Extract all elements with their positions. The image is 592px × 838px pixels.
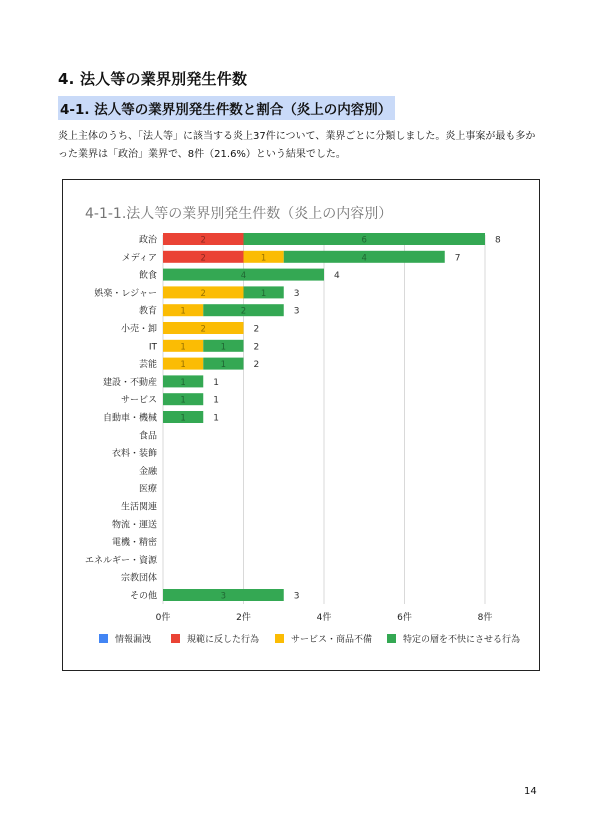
segment-value-label: 1	[260, 253, 267, 264]
segment-value-label: 1	[220, 360, 227, 371]
x-tick-label: 6件	[397, 613, 412, 623]
bar-total-label: 7	[454, 253, 461, 264]
legend-label: 情報漏洩	[115, 635, 152, 645]
bar-total-label: 3	[293, 306, 300, 317]
segment-value-label: 1	[180, 377, 186, 388]
category-label: 食品	[138, 431, 157, 442]
legend-swatch	[275, 634, 284, 643]
category-label: 医療	[138, 484, 157, 495]
segment-value-label: 4	[361, 253, 367, 264]
category-label: 生活関連	[120, 502, 157, 513]
legend-label: 特定の層を不快にさせる行為	[403, 635, 521, 645]
bar-total-label: 3	[293, 591, 300, 602]
category-label: 建設・不動産	[102, 377, 157, 388]
segment-value-label: 1	[220, 342, 227, 353]
x-tick-label: 8件	[477, 613, 493, 623]
legend-label: サービス・商品不備	[291, 635, 373, 645]
segment-value-label: 1	[180, 395, 186, 406]
category-label: 小売・卸	[120, 324, 157, 335]
category-label: 教育	[138, 306, 157, 317]
category-label: 電機・精密	[111, 538, 157, 549]
bar-total-label: 2	[253, 360, 260, 371]
category-label: その他	[129, 591, 157, 602]
x-tick-label: 2件	[236, 613, 251, 623]
bar-total-label: 3	[293, 288, 300, 299]
page-number: 14	[524, 786, 537, 797]
legend-label: 規範に反した行為	[187, 635, 260, 645]
segment-value-label: 1	[180, 360, 186, 371]
x-tick-label: 0件	[155, 613, 171, 623]
category-label: 自動車・機械	[102, 413, 157, 424]
bar-total-label: 4	[334, 271, 340, 282]
category-label: サービス	[120, 395, 157, 406]
legend-swatch	[387, 634, 396, 643]
bar-total-label: 2	[253, 342, 260, 353]
category-label: 芸能	[138, 360, 157, 371]
segment-value-label: 2	[200, 324, 206, 335]
section-title: 4. 法人等の業界別発生件数	[58, 70, 248, 88]
section-subtitle: 4-1. 法人等の業界別発生件数と割合（炎上の内容別）	[58, 96, 395, 120]
segment-value-label: 1	[180, 306, 186, 317]
category-label: 宗教団体	[120, 573, 157, 584]
category-label: 飲食	[138, 271, 157, 282]
segment-value-label: 2	[200, 235, 206, 246]
segment-value-label: 1	[180, 342, 186, 353]
segment-value-label: 2	[240, 306, 247, 317]
section-description: 炎上主体のうち、「法人等」に該当する炎上37件について、業界ごとに分類しました。炎上事案が最も多かった業界は「政治」業界で、8件（21.6%）という結果でした。	[58, 131, 536, 160]
category-label: 金融	[138, 466, 157, 477]
segment-value-label: 6	[361, 235, 367, 246]
legend-swatch	[171, 634, 180, 643]
stacked-bar-chart	[63, 180, 541, 672]
x-tick-label: 4件	[316, 613, 332, 623]
bar-total-label: 1	[213, 395, 219, 406]
segment-value-label: 2	[200, 288, 206, 299]
bar-total-label: 8	[495, 235, 501, 246]
chart-title: 4-1-1.法人等の業界別発生件数（炎上の内容別）	[85, 206, 393, 222]
segment-value-label: 3	[220, 591, 227, 602]
category-label: メディア	[121, 253, 157, 264]
segment-value-label: 2	[200, 253, 206, 264]
category-label: 政治	[138, 235, 157, 246]
bar-total-label: 1	[213, 377, 219, 388]
category-label: 娯楽・レジャー	[94, 288, 157, 299]
legend-swatch	[99, 634, 108, 643]
category-label: 衣料・装飾	[111, 449, 157, 460]
chart-container	[62, 179, 540, 671]
bar-total-label: 1	[213, 413, 219, 424]
category-label: 物流・運送	[111, 520, 157, 531]
category-label: エネルギー・資源	[84, 555, 157, 566]
segment-value-label: 1	[180, 413, 186, 424]
segment-value-label: 1	[260, 288, 267, 299]
category-label: IT	[148, 342, 157, 353]
bar-total-label: 2	[253, 324, 260, 335]
segment-value-label: 4	[240, 271, 247, 282]
